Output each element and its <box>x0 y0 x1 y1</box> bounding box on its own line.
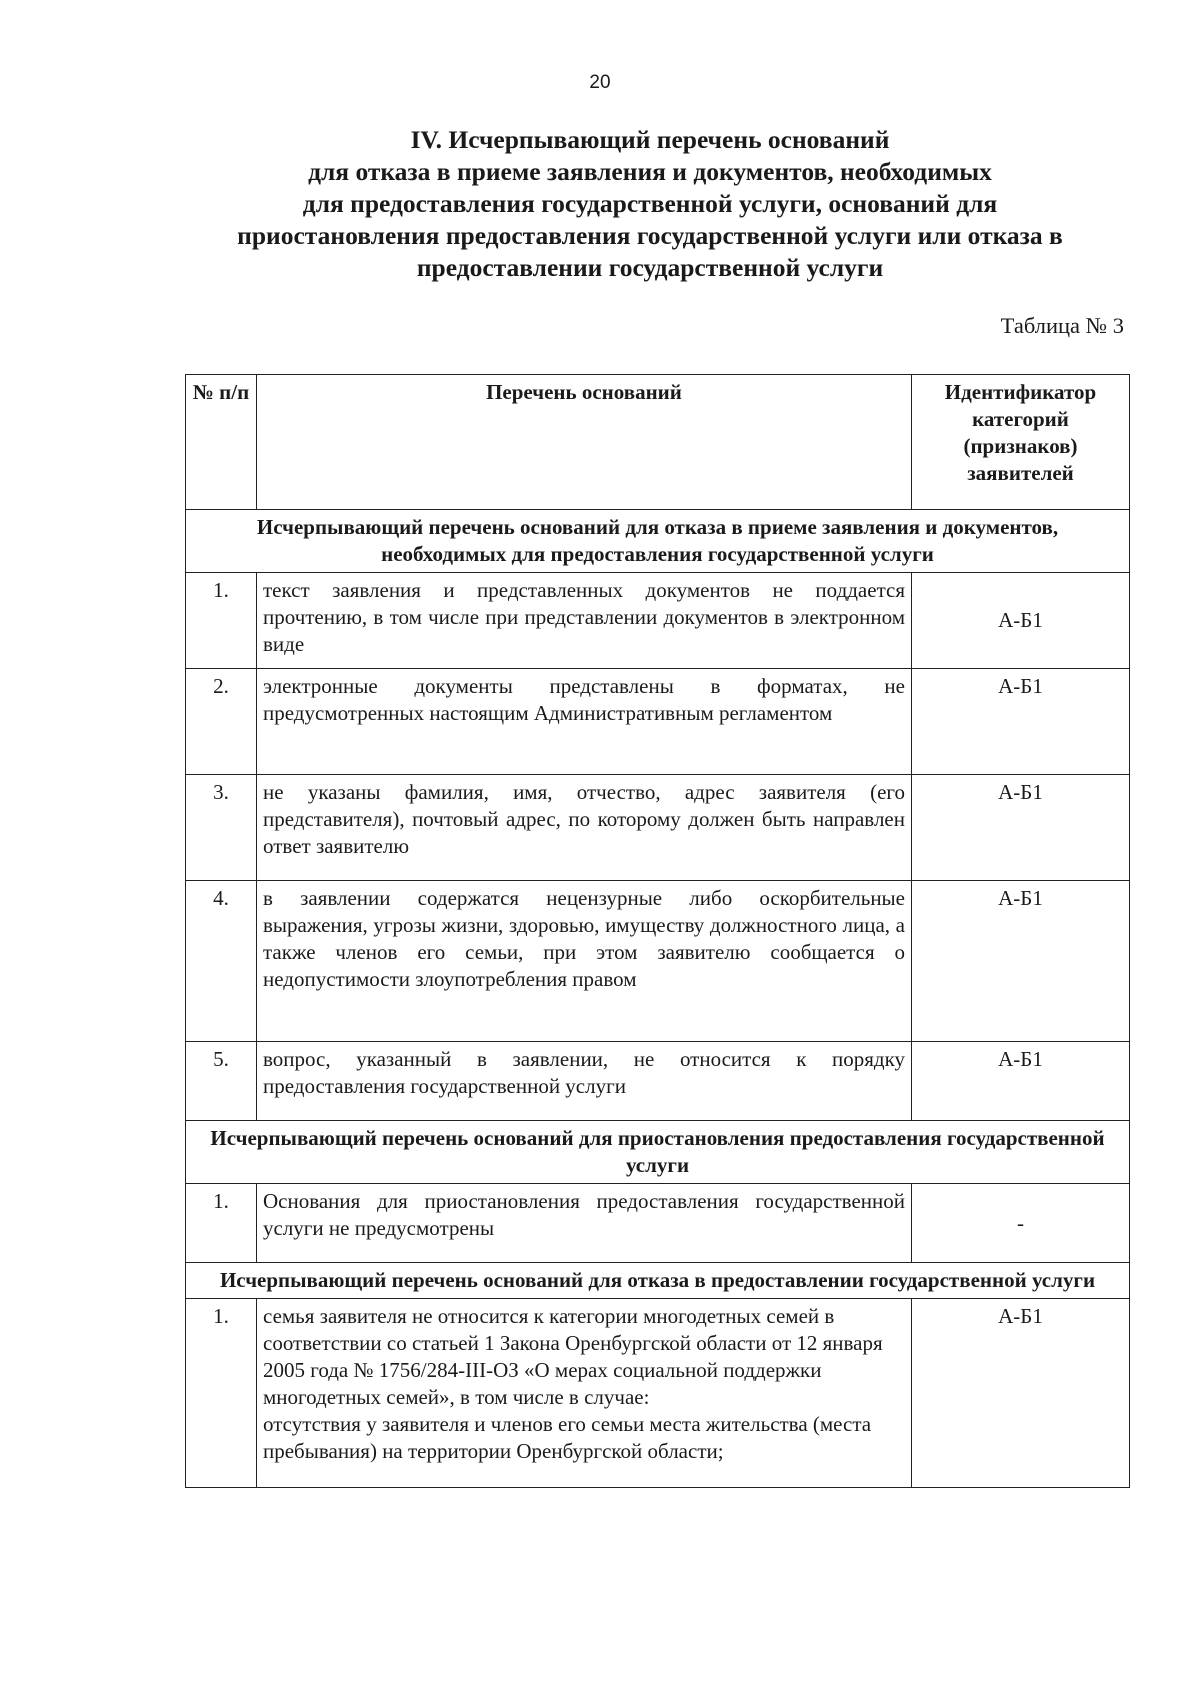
section-row <box>186 1263 1130 1299</box>
row-category-id: А-Б1 <box>912 881 1130 1042</box>
row-text: вопрос, указанный в заявлении, не относится к порядку предоставления государственной услуги <box>257 1042 912 1121</box>
section-row <box>186 510 1130 573</box>
row-category-id: - <box>912 1184 1130 1263</box>
section-heading <box>180 124 1120 284</box>
row-text-paragraph: семья заявителя не относится к категории многодетных семей в соответствии со статьей 1 Закона Оренбургской области от 12 января 2005 года № 1756/284-III-ОЗ «О мерах социальной поддержки многодетных семей», в том числе в случае: <box>263 1304 883 1409</box>
table-row <box>186 775 1130 881</box>
row-number: 1. <box>186 573 257 669</box>
row-number: 5. <box>186 1042 257 1121</box>
heading-line: для отказа в приеме заявления и документов, необходимых <box>308 157 992 186</box>
row-number: 2. <box>186 669 257 775</box>
row-category-id: А-Б1 <box>912 669 1130 775</box>
table-row <box>186 669 1130 775</box>
table-row <box>186 573 1130 669</box>
heading-line: приостановления предоставления государственной услуги или отказа в <box>237 221 1063 250</box>
row-category-id: А-Б1 <box>912 573 1130 669</box>
table-row <box>186 1299 1130 1488</box>
page-number: 20 <box>589 72 611 93</box>
row-number: 1. <box>186 1299 257 1488</box>
section-title: Исчерпывающий перечень оснований для отказа в предоставлении государственной услуги <box>186 1263 1130 1299</box>
row-category-id: А-Б1 <box>912 775 1130 881</box>
row-number: 3. <box>186 775 257 881</box>
header-number: № п/п <box>186 375 257 510</box>
table-row <box>186 881 1130 1042</box>
row-category-id: А-Б1 <box>912 1042 1130 1121</box>
section-row <box>186 1121 1130 1184</box>
row-category-id: А-Б1 <box>912 1299 1130 1488</box>
row-text: Основания для приостановления предоставления государственной услуги не предусмотрены <box>257 1184 912 1263</box>
row-text <box>257 1299 912 1488</box>
table-caption: Таблица № 3 <box>1000 313 1124 338</box>
row-text-paragraph: отсутствия у заявителя и членов его семьи места жительства (места пребывания) на территории Оренбургской области; <box>263 1412 872 1463</box>
grounds-table <box>185 374 1130 1488</box>
table-header-row <box>186 375 1130 510</box>
heading-line: предоставлении государственной услуги <box>416 253 884 282</box>
section-title: Исчерпывающий перечень оснований для приостановления предоставления государственной услуги <box>186 1121 1130 1184</box>
row-text: текст заявления и представленных документов не поддается прочтению, в том числе при представлении документов в электронном виде <box>257 573 912 669</box>
row-number: 1. <box>186 1184 257 1263</box>
heading-line: IV. Исчерпывающий перечень оснований <box>410 125 890 154</box>
header-grounds: Перечень оснований <box>257 375 912 510</box>
row-text: не указаны фамилия, имя, отчество, адрес заявителя (его представителя), почтовый адрес, по которому должен быть направлен ответ заявителю <box>257 775 912 881</box>
row-number: 4. <box>186 881 257 1042</box>
header-applicant-category: Идентификатор категорий (признаков) заявителей <box>912 375 1130 510</box>
section-title: Исчерпывающий перечень оснований для отказа в приеме заявления и документов, необходимых для предоставления государственной услуги <box>186 510 1130 573</box>
table-row <box>186 1042 1130 1121</box>
table-row <box>186 1184 1130 1263</box>
heading-line: для предоставления государственной услуги, оснований для <box>302 189 998 218</box>
row-text: в заявлении содержатся нецензурные либо оскорбительные выражения, угрозы жизни, здоровью, имуществу должностного лица, а также членов его семьи, при этом заявителю сообщается о недопустимости злоупотребления правом <box>257 881 912 1042</box>
row-text: электронные документы представлены в форматах, не предусмотренных настоящим Административным регламентом <box>257 669 912 775</box>
